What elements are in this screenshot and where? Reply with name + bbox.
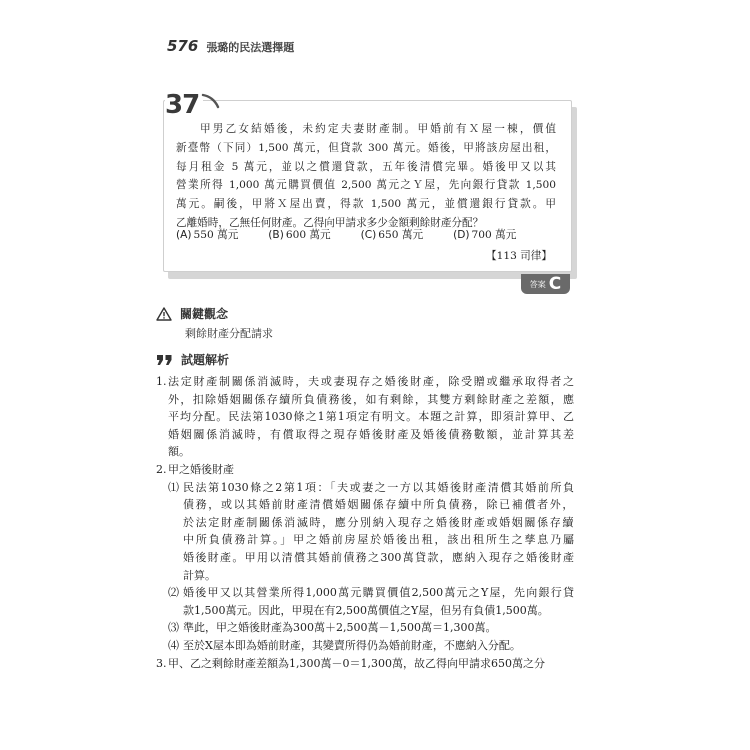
- point-marker: 2.: [156, 462, 167, 476]
- swoosh-icon: [201, 93, 221, 109]
- question-line: 乙離婚時，乙無任何財產。乙得向甲請求多少金額剩餘財產分配？: [176, 216, 484, 229]
- subpoint-marker: ⑷: [168, 638, 179, 652]
- answer-options: [176, 227, 516, 242]
- text-line: 準此，甲之婚後財產為300萬＋2,500萬－1,500萬＝1,300萬。: [183, 621, 497, 635]
- answer-label: 答案: [529, 279, 546, 289]
- point-marker: 3.: [156, 656, 167, 670]
- option-d: [453, 227, 516, 242]
- analysis-point-3: [156, 655, 574, 673]
- option-text: 700 萬元: [471, 229, 517, 241]
- question-number: 37: [165, 90, 203, 120]
- question-source: 【113 司律】: [486, 250, 552, 262]
- point-marker: 1.: [156, 375, 167, 388]
- option-label: (A): [176, 229, 192, 241]
- option-text: 550 萬元: [193, 229, 239, 241]
- option-text: 600 萬元: [285, 229, 331, 241]
- question-text: [176, 120, 556, 233]
- option-a: [176, 227, 238, 242]
- subpoint-marker: ⑵: [168, 586, 179, 600]
- question-line: 萬元。嗣後，甲將Ｘ屋出賣，得款 1,500 萬元，並償還銀行貸款。甲: [176, 198, 556, 211]
- text-line: 至於X屋本即為婚前財產，其變賣所得仍為婚前財產，不應納入分配。: [183, 638, 521, 652]
- option-label: (B): [268, 229, 284, 241]
- text-line: 民法第1030條之2第1項：「夫或妻之一方以其婚後財產清償其婚前所負: [183, 480, 574, 494]
- option-c: [361, 227, 423, 242]
- page-number: 576: [167, 37, 199, 55]
- question-line: 營業所得 1,000 萬元購買價值 2,500 萬元之Ｙ屋，先向銀行貸款 1,500: [176, 179, 556, 192]
- analysis-point-2: [156, 461, 574, 479]
- key-concept-heading: [156, 305, 228, 322]
- text-line: 於法定財產制關係消滅時，應分別納入現存之婚後財產或婚姻關係存續: [183, 515, 574, 529]
- text-line: 婚後財產。甲用以清償其婚前債務之300萬貸款，應納入現存之婚後財產: [183, 550, 574, 564]
- warning-icon: [156, 307, 172, 321]
- book-title: 張璐的民法選擇題: [206, 41, 295, 54]
- text-line: 款1,500萬元。因此，甲現在有2,500萬價值之Y屋，但另有負債1,500萬。: [183, 603, 549, 617]
- running-header: [167, 37, 294, 55]
- text-line: 甲、乙之剩餘財產差額為1,300萬－0＝1,300萬，故乙得向甲請求650萬之分: [168, 656, 545, 670]
- point-title: 甲之婚後財產: [168, 462, 234, 476]
- subpoint-2: [168, 584, 574, 619]
- subpoint-marker: ⑶: [168, 621, 179, 635]
- text-line: 債務，或以其婚前財產清償婚姻關係存續中所負債務，除已補償者外，: [183, 498, 574, 512]
- text-line: 額。: [168, 445, 190, 459]
- subpoint-4: [168, 637, 574, 655]
- subpoint-1: [168, 479, 574, 585]
- subpoint-3: [168, 619, 574, 637]
- text-line: 外，扣除婚姻關係存續所負債務後，如有剩餘，其雙方剩餘財產之差額，應: [168, 392, 574, 406]
- analysis-point-1: [156, 373, 574, 461]
- option-label: (C): [360, 229, 377, 241]
- option-b: [268, 227, 330, 242]
- analysis-title: 試題解析: [181, 353, 230, 367]
- text-line: 婚姻關係消滅時，有償取得之現存婚後財產及婚後債務數額，並計算其差: [168, 427, 574, 441]
- key-concept-text: 剩餘財產分配請求: [185, 327, 273, 340]
- subpoint-marker: ⑴: [168, 480, 179, 494]
- question-line: 每月租金 5 萬元，並以之償還貸款，五年後清償完畢。婚後甲又以其: [176, 160, 556, 173]
- option-label: (D): [453, 229, 470, 241]
- analysis-body: [156, 373, 574, 672]
- text-line: 中所負債務計算。」甲之婚前房屋於婚後出租，該出租所生之孳息乃屬: [183, 533, 574, 547]
- text-line: 平均分配。民法第1030條之1第1項定有明文。本題之計算，即須計算甲、乙: [168, 410, 574, 424]
- option-text: 650 萬元: [378, 229, 424, 241]
- answer-value: C: [548, 274, 562, 294]
- question-line: 新臺幣（下同）1,500 萬元，但貸款 300 萬元。婚後，甲將該房屋出租，: [176, 141, 556, 154]
- quote-icon: [156, 354, 173, 366]
- text-line: 婚後甲又以其營業所得1,000萬元購買價值2,500萬元之Y屋，先向銀行貸: [183, 586, 574, 600]
- key-concept-title: 關鍵觀念: [180, 307, 229, 321]
- question-line: 甲男乙女結婚後，未約定夫妻財產制。甲婚前有Ｘ屋一棟，價值: [200, 123, 556, 135]
- text-line: 計算。: [183, 568, 216, 582]
- analysis-heading: [156, 351, 229, 368]
- answer-badge: [521, 274, 570, 294]
- text-line: 法定財產制關係消滅時，夫或妻現存之婚後財產，除受贈或繼承取得者之: [168, 375, 574, 388]
